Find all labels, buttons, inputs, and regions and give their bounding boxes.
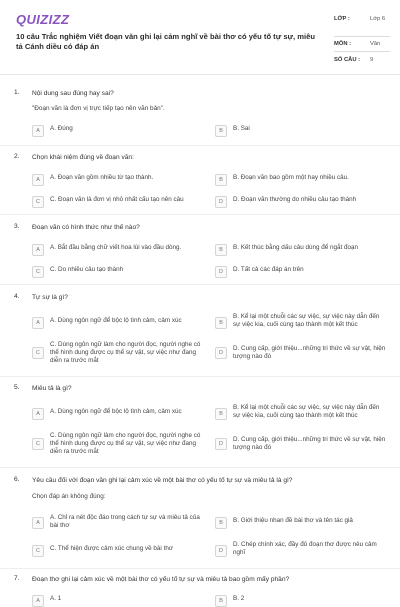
logo: QUIZIZZ — [16, 12, 70, 27]
option-text: D. Đoạn văn thường do nhiều câu tạo thành — [233, 196, 357, 203]
option-letter: D — [215, 266, 227, 278]
option-letter: A — [32, 595, 44, 607]
option-text: C. Dùng ngôn ngữ làm cho người đọc, người nghe có thể hình dung được cụ thể sự vật, sự việc như đang diễn ra trước mắt — [50, 341, 201, 364]
option-text: B. Kết thúc bằng dấu câu dùng để ngắt đoạn — [233, 244, 358, 251]
option-text: A. Chỉ ra nét độc đáo trong cách tự sự và miêu tả của bài thơ — [50, 514, 200, 529]
divider — [0, 568, 400, 569]
option-text: D. Cung cấp, giới thiệu...những tri thức về sự vật, hiện tượng nào đó — [233, 436, 386, 451]
option-text: B. Sai — [233, 125, 250, 132]
page-title: 10 câu Trắc nghiệm Viết đoạn văn ghi lại cảm nghĩ về bài thơ có yếu tố tự sự, miêu tả Cánh diều có đáp án — [16, 32, 315, 51]
option-text: A. Đoạn văn gồm nhiều từ tạo thành. — [50, 174, 154, 181]
option-letter: D — [215, 347, 227, 359]
question-number: 1. — [14, 89, 20, 96]
option-letter: B — [215, 317, 227, 329]
option-letter: A — [32, 408, 44, 420]
question-subtext: "Đoạn văn là đơn vị trực tiếp tạo nên văn bản". — [32, 105, 165, 112]
option-text: D. Tất cả các đáp án trên — [233, 266, 304, 273]
option-letter: C — [32, 347, 44, 359]
option-text: B. Kể lại một chuỗi các sự việc, sự việc này dẫn đến sự việc kia, cuối cùng tạo thành một kết thúc — [233, 313, 380, 328]
question-text: Yêu cầu đối với đoạn văn ghi lại cảm xúc về một bài thơ có yếu tố tự sự và miêu tả là gì? — [32, 477, 293, 484]
option-text: D. Cung cấp, giới thiệu...những tri thức về sự vật, hiện tượng nào đó — [233, 345, 386, 360]
question-text: Miêu tả là gì? — [32, 385, 72, 392]
divider — [334, 36, 390, 37]
question-text: Tự sự là gì? — [32, 294, 68, 301]
option-text: C. Do nhiều câu tạo thành — [50, 266, 124, 273]
option-text: A. Dùng ngôn ngữ để bộc lộ tình cảm, cảm xúc — [50, 408, 182, 415]
option-letter: A — [32, 317, 44, 329]
option-letter: A — [32, 244, 44, 256]
option-letter: B — [215, 174, 227, 186]
meta-value: 9 — [370, 57, 374, 63]
option-letter: B — [215, 595, 227, 607]
option-letter: C — [32, 196, 44, 208]
divider — [0, 145, 400, 146]
option-letter: B — [215, 125, 227, 137]
meta-label: LỚP : — [334, 16, 350, 22]
divider — [334, 51, 390, 52]
option-text: C. Thể hiện được cảm xúc chung về bài thơ — [50, 545, 173, 552]
option-text: B. Giới thiệu nhan đề bài thơ và tên tác giả — [233, 517, 353, 524]
option-text: A. Bắt đầu bằng chữ viết hoa lùi vào đầu dòng. — [50, 244, 182, 251]
option-text: B. 2 — [233, 595, 245, 602]
option-text: C. Dùng ngôn ngữ làm cho người đọc, người nghe có thể hình dung được cụ thể sự vật, sự việc như đang diễn ra trước mắt — [50, 432, 201, 455]
question-number: 4. — [14, 293, 20, 300]
option-letter: B — [215, 517, 227, 529]
option-letter: D — [215, 196, 227, 208]
option-text: A. 1 — [50, 595, 62, 602]
option-letter: A — [32, 174, 44, 186]
question-number: 6. — [14, 476, 20, 483]
divider — [0, 376, 400, 377]
question-number: 7. — [14, 575, 20, 582]
option-letter: D — [215, 545, 227, 557]
divider — [0, 284, 400, 285]
meta-label: SỐ CÂU : — [334, 57, 361, 63]
option-text: D. Chép chính xác, đầy đủ đoạn thơ được nêu cảm nghĩ — [233, 541, 377, 556]
divider — [0, 214, 400, 215]
option-text: A. Đúng — [50, 125, 73, 132]
option-letter: A — [32, 517, 44, 529]
question-number: 5. — [14, 384, 20, 391]
option-letter: D — [215, 438, 227, 450]
option-text: C. Đoạn văn là đơn vị nhỏ nhất cấu tạo nên câu — [50, 196, 184, 203]
option-text: B. Kể lại một chuỗi các sự việc, sự việc này dẫn đến sự việc kia, cuối cùng tạo thành một kết thúc — [233, 404, 380, 419]
meta-value: Lớp 6 — [370, 16, 386, 22]
option-letter: B — [215, 244, 227, 256]
header — [0, 0, 400, 72]
question-text: Nội dung sau đúng hay sai? — [32, 90, 114, 97]
option-text: B. Đoạn văn bao gồm một hay nhiều câu. — [233, 174, 349, 181]
question-number: 2. — [14, 153, 20, 160]
option-letter: C — [32, 438, 44, 450]
header-divider — [0, 74, 400, 75]
divider — [0, 467, 400, 468]
option-letter: C — [32, 545, 44, 557]
question-text: Đoạn thơ ghi lại cảm xúc về một bài thơ có yếu tố tự sự và miêu tả bao gồm mấy phần? — [32, 576, 290, 583]
option-letter: A — [32, 125, 44, 137]
question-text: Chọn khái niệm đúng về đoạn văn: — [32, 154, 134, 161]
option-letter: B — [215, 408, 227, 420]
meta-label: MÔN : — [334, 41, 352, 47]
option-text: A. Dùng ngôn ngữ để bộc lộ tình cảm, cảm xúc — [50, 317, 182, 324]
question-text: Đoạn văn có hình thức như thế nào? — [32, 224, 140, 231]
question-number: 3. — [14, 223, 20, 230]
option-letter: C — [32, 266, 44, 278]
meta-value: Văn — [370, 41, 381, 47]
question-subtext: Chọn đáp án không đúng: — [32, 493, 106, 500]
